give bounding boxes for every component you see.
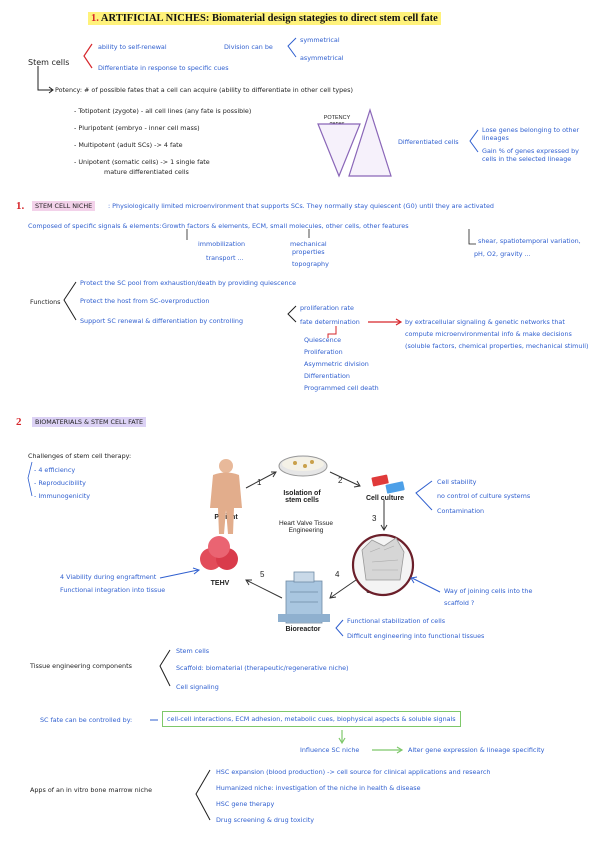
app-humanized-niche: Humanized niche: investigation of the niche in health & disease [216,784,421,792]
diff-note-gain: Gain % of genes expressed by cells in the selected lineage [482,147,579,163]
scaffold-note-arrow [412,578,440,592]
scaffold-figure [353,535,413,595]
scaffold-note-2: scaffold ? [444,599,475,607]
mech-properties-2: properties [292,248,325,256]
diff-note-lose: Lose genes belonging to other lineages [482,126,580,142]
fig-center-label: Heart Valve Tissue Engineering [278,520,334,534]
fig-step-3: 3 [372,514,377,523]
type-unipotent: - Unipotent (somatic cells) -> 1 single fate [74,158,210,166]
culture-brace [416,481,432,510]
niche-section-number: 1. [16,200,25,212]
bioreactor-note-1: Functional stabilization of cells [347,617,446,625]
te-component-stem-cells: Stem cells [176,647,210,655]
stem-prop-self-renewal: ability to self-renewal [98,43,167,51]
petri-dish-figure [279,456,327,476]
differentiated-cells-label: Differentiated cells [398,138,459,146]
fig-step-2: 2 [338,476,343,485]
fate-note-3: (soluble factors, chemical properties, mechanical stimuli) [405,342,589,350]
biomaterials-heading: BIOMATERIALS & STEM CELL FATE [32,417,146,427]
controls-brace [288,306,296,322]
lineage-triangle-shape [349,110,391,176]
influence-niche: Influence SC niche [300,746,360,754]
ecm-sub-transport: transport ... [206,254,244,262]
fate-death: Programmed cell death [304,384,379,392]
fate-proliferation: Proliferation [304,348,343,356]
sc-fate-label: SC fate can be controlled by: [40,716,133,724]
challenge-immunogenicity: - Immunogenicity [34,492,91,500]
title-text: ARTIFICIAL NICHES: Biomaterial design stategies to direct stem cell fate [100,13,438,24]
function-protect-pool: Protect the SC pool from exhaustion/death by providing quiescence [80,279,297,287]
culture-note-control: no control of culture systems [437,492,531,500]
function-protect-host: Protect the host from SC-overproduction [80,297,210,305]
bioreactor-note-2: Difficult engineering into functional tissues [347,632,485,640]
division-asymmetrical: asymmetrical [300,54,344,62]
fate-asymmetric: Asymmetric division [304,360,369,368]
te-components-label: Tissue engineering components [30,662,132,670]
challenge-efficiency: - 4 efficiency [34,466,76,474]
potency-genes-label: POTENCY [323,115,351,121]
biomaterials-section-number: 2 [16,416,22,428]
fate-quiescence: Quiescence [304,336,342,344]
type-totipotent: - Totipotent (zygote) - all cell lines (any fate is possible) [74,107,252,115]
title-number: 1. [91,13,99,24]
fig-step-1: 1 [257,478,262,487]
fig-step-4: 4 [335,570,340,579]
fig-culture-label: Cell culture [365,495,405,502]
apps-label: Apps of an in vitro bone marrow niche [30,786,152,794]
type-pluripotent: - Pluripotent (embryo - inner cell mass) [74,124,200,132]
culture-note-contamination: Contamination [437,507,485,515]
niche-definition: : Physiologically limited microenvironment that supports SCs. They normally stay quiescent (G0) until they are activated [108,202,494,210]
tehv-figure [200,536,238,570]
patient-figure [210,459,242,534]
app-hsc-expansion: HSC expansion (blood production) -> cell source for clinical applications and research [216,768,491,776]
stem-cells-label: Stem cells [28,58,70,67]
potency-definition: Potency: # of possible fates that a cell can acquire (ability to differentiate in other cell types) [55,86,353,94]
mech-topography: topography [292,260,329,268]
sc-fate-box: cell-cell interactions, ECM adhesion, metabolic cues, biophysical aspects & soluble signals [162,711,461,727]
function-support: Support SC renewal & differentiation by controlling [80,317,243,325]
tehv-note-viability: 4 Viability during engraftment [60,573,157,581]
niche-heading: STEM CELL NICHE [32,201,95,211]
potency-arrow [38,66,52,90]
control-fate: fate determination [300,318,360,326]
fate-differentiation: Differentiation [304,372,350,380]
te-component-scaffold: Scaffold: biomaterial (therapeutic/regenerative niche) [176,664,349,672]
fig-bioreactor-label: Bioreactor [285,626,321,633]
te-components-brace [160,650,170,686]
functions-brace [64,282,76,320]
challenges-title: Challenges of stem cell therapy: [28,452,132,460]
differentiated-brace [470,130,478,152]
challenge-reproducibility: - Reproducibility [34,479,86,487]
scaffold-note-1: Way of joining cells into the [444,587,533,595]
control-proliferation: proliferation rate [300,304,354,312]
division-label: Division can be [224,43,273,51]
culture-note-stability: Cell stability [437,478,477,486]
functions-label: Functions [30,298,61,306]
mech-properties: mechanical [290,240,327,248]
fig-isolation-label: Isolation of stem cells [283,490,321,504]
stem-prop-differentiate: Differentiate in response to specific cues [98,64,229,72]
bioreactor-brace [336,620,343,636]
tehv-note-arrow [160,570,198,578]
fig-tehv-label: TEHV [210,580,230,587]
other-features-2: pH, O2, gravity ... [474,250,531,258]
bioreactor-figure [278,572,330,623]
fate-note-2: compute microenvironmental info & make decisions [405,330,572,338]
type-multipotent: - Multipotent (adult SCs) -> 4 fate [74,141,183,149]
culture-flask-figure [371,474,404,493]
fig-step-5: 5 [260,570,265,579]
fate-note-1: by extracellular signaling & genetic networks that [405,318,565,326]
tehv-note-integration: Functional integration into tissue [60,586,166,594]
other-features-1: shear, spatiotemporal variation, [478,237,581,245]
unipotent-note: mature differentiated cells [104,168,189,176]
niche-composed: Composed of specific signals & elements: [28,222,162,230]
division-brace [288,38,296,57]
alters-gene-expression: Alter gene expression & lineage specificity [408,746,545,754]
app-drug-screening: Drug screening & drug toxicity [216,816,315,824]
division-symmetrical: symmetrical [300,36,340,44]
fig-patient-label: Patient [214,514,238,521]
ecm-sub-immobilization: immobilization [198,240,246,248]
app-gene-therapy: HSC gene therapy [216,800,275,808]
te-component-signaling: Cell signaling [176,683,219,691]
stem-cells-brace [84,44,92,68]
niche-elements: Growth factors & elements, ECM, small molecules, other cells, other features [162,222,409,230]
apps-brace [196,770,210,820]
